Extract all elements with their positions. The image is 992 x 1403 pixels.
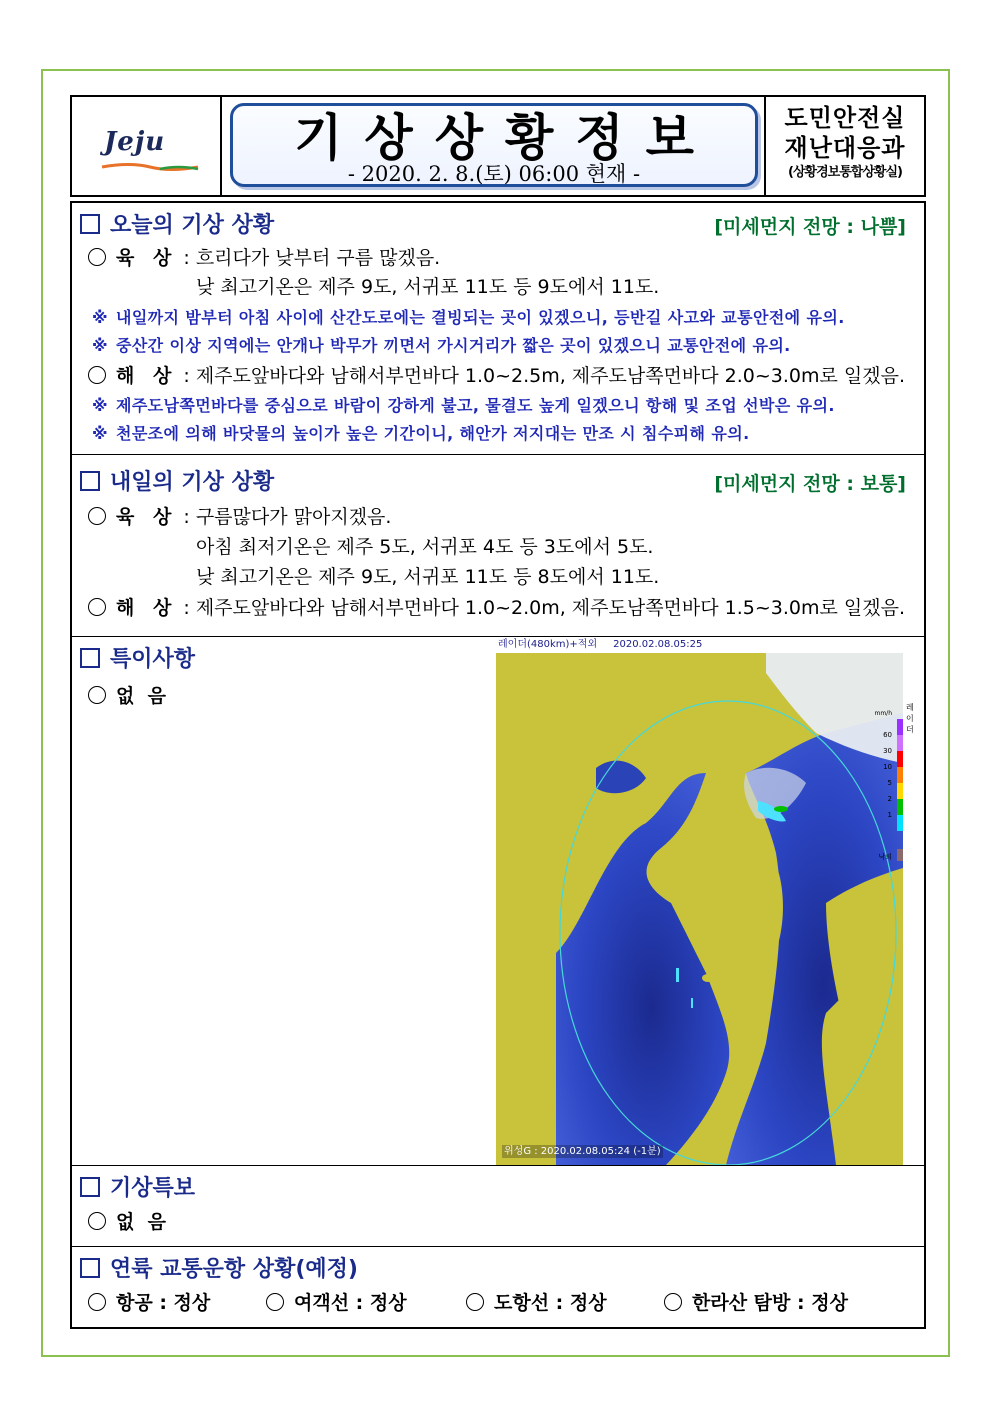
circle-bullet-icon bbox=[664, 1293, 682, 1311]
document-header bbox=[70, 95, 926, 197]
scale-color-swatch bbox=[897, 735, 903, 751]
transport-hallasan: 한라산 탐방 : 정상 bbox=[664, 1291, 848, 1315]
special-heading: 특이사항 bbox=[80, 647, 195, 673]
checkbox-icon bbox=[80, 471, 100, 491]
document-date: - 2020. 2. 8.(토) 06:00 현재 - bbox=[347, 162, 641, 186]
circle-bullet-icon bbox=[88, 598, 106, 616]
transport-heading: 연륙 교통운항 상황(예정) bbox=[80, 1257, 358, 1283]
scale-color-swatch bbox=[897, 751, 903, 767]
scale-value-label: 5 bbox=[887, 779, 892, 787]
transport-island-ferry: 도항선 : 정상 bbox=[466, 1291, 607, 1315]
dept-room: (상황경보통합상황실) bbox=[788, 165, 902, 180]
today-note-3: ※ 제주도남쪽먼바다를 중심으로 바람이 강하게 불고, 물결도 높게 일겠으니 항해 및 조업 선박은 유의. bbox=[92, 396, 835, 415]
scale-value-label: 60 bbox=[883, 731, 892, 739]
jeju-island bbox=[702, 974, 714, 982]
tomorrow-temp-max: 낮 최고기온은 제주 9도, 서귀포 11도 등 8도에서 11도. bbox=[196, 566, 660, 588]
title-box bbox=[230, 103, 758, 187]
scale-color-swatch bbox=[897, 815, 903, 831]
tomorrow-heading: 내일의 기상 상황 bbox=[80, 470, 274, 496]
circle-bullet-icon bbox=[88, 248, 106, 266]
report-body bbox=[70, 201, 926, 1329]
checkbox-icon bbox=[80, 214, 100, 234]
circle-bullet-icon bbox=[88, 1212, 106, 1230]
warning-heading: 기상특보 bbox=[80, 1176, 195, 1202]
tomorrow-dust-forecast: [미세먼지 전망 : 보통] bbox=[714, 473, 906, 495]
transport-ferry: 여객선 : 정상 bbox=[266, 1291, 407, 1315]
checkbox-icon bbox=[80, 1258, 100, 1278]
scale-value-label: 2 bbox=[887, 795, 892, 803]
today-note-1: ※ 내일까지 밤부터 아침 사이에 산간도로에는 결빙되는 곳이 있겠으니, 등반길 사고와 교통안전에 유의. bbox=[92, 308, 845, 327]
today-note-2: ※ 중산간 이상 지역에는 안개나 박무가 끼면서 가시거리가 짧은 곳이 있겠으니 교통안전에 유의. bbox=[92, 336, 791, 355]
scale-value-label: 30 bbox=[883, 747, 892, 755]
radar-map-graphic bbox=[496, 653, 906, 1165]
satellite-timestamp: 위성G : 2020.02.08.05:24 (-1분) bbox=[504, 1146, 661, 1157]
special-item: 없 음 bbox=[88, 684, 166, 708]
radar-caption: 레이더(480km)+적외 2020.02.08.05:25 bbox=[498, 639, 703, 650]
logo-cell bbox=[72, 97, 222, 195]
section-divider bbox=[72, 1246, 924, 1247]
lightning-label: 낙뢰 bbox=[878, 853, 892, 861]
circle-bullet-icon bbox=[88, 686, 106, 704]
scale-color-swatch bbox=[897, 799, 903, 815]
tomorrow-land-line: 육 상 : 구름많다가 맑아지겠음. bbox=[88, 505, 391, 529]
scale-color-swatch bbox=[897, 719, 903, 735]
warning-item: 없 음 bbox=[88, 1210, 166, 1234]
circle-bullet-icon bbox=[88, 366, 106, 384]
title-cell bbox=[222, 97, 766, 195]
department-cell bbox=[766, 97, 924, 195]
scale-title: 레이더 bbox=[906, 703, 914, 734]
scale-value-label: 10 bbox=[883, 763, 892, 771]
scale-color-swatch bbox=[897, 767, 903, 783]
circle-bullet-icon bbox=[88, 1293, 106, 1311]
section-divider bbox=[72, 1165, 924, 1166]
document-title: 기상상황정보 bbox=[294, 109, 716, 167]
today-heading: 오늘의 기상 상황 bbox=[80, 213, 274, 239]
tomorrow-sea-line: 해 상 : 제주도앞바다와 남해서부먼바다 1.0~2.0m, 제주도남쪽먼바다 1.5~3.0m로 일겠음. bbox=[88, 596, 905, 620]
checkbox-icon bbox=[80, 1177, 100, 1197]
tomorrow-temp-min: 아침 최저기온은 제주 5도, 서귀포 4도 등 3도에서 5도. bbox=[196, 536, 654, 558]
section-divider bbox=[72, 636, 924, 637]
jeju-logo: Jeju bbox=[104, 127, 166, 157]
dept-division: 재난대응과 bbox=[784, 134, 906, 162]
today-land-temp: 낮 최고기온은 제주 9도, 서귀포 11도 등 9도에서 11도. bbox=[196, 276, 660, 298]
lightning-swatch bbox=[897, 849, 903, 861]
scale-color-swatch bbox=[897, 783, 903, 799]
today-note-4: ※ 천문조에 의해 바닷물의 높이가 높은 기간이니, 해안가 저지대는 만조 시 침수피해 유의. bbox=[92, 424, 750, 443]
scale-unit-label: mm/h bbox=[874, 710, 892, 717]
circle-bullet-icon bbox=[88, 507, 106, 525]
section-divider bbox=[72, 454, 924, 455]
logo-swoosh-icon bbox=[100, 163, 200, 171]
transport-air: 항공 : 정상 bbox=[88, 1291, 210, 1315]
circle-bullet-icon bbox=[266, 1293, 284, 1311]
checkbox-icon bbox=[80, 648, 100, 668]
today-land-line: 육 상 : 흐리다가 낮부터 구름 많겠음. bbox=[88, 246, 440, 270]
scale-value-label: 1 bbox=[887, 811, 892, 819]
dept-office: 도민안전실 bbox=[784, 104, 906, 132]
radar-satellite-image bbox=[496, 638, 914, 1168]
today-sea-line: 해 상 : 제주도앞바다와 남해서부먼바다 1.0~2.5m, 제주도남쪽먼바다 2.0~3.0m로 일겠음. bbox=[88, 364, 905, 388]
circle-bullet-icon bbox=[466, 1293, 484, 1311]
today-dust-forecast: [미세먼지 전망 : 나쁨] bbox=[714, 216, 906, 238]
